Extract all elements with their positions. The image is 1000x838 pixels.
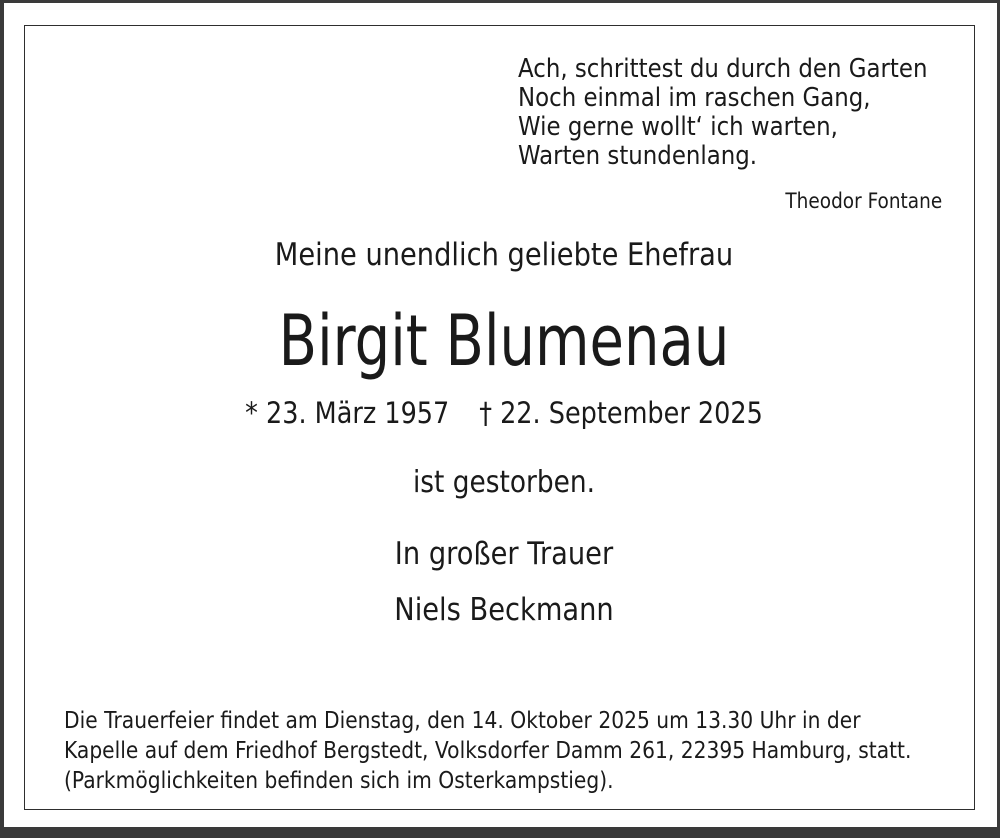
funeral-details-line: Die Trauerfeier findet am Dienstag, den 14. Oktober 2025 um 13.30 Uhr in der <box>64 708 861 734</box>
birth-date: * 23. März 1957 <box>245 396 450 430</box>
mourning-phrase: In großer Trauer <box>394 536 614 572</box>
mourner-name: Niels Beckmann <box>394 592 614 628</box>
death-statement: ist gestorben. <box>412 465 596 500</box>
poem-attribution: Theodor Fontane <box>785 189 942 213</box>
poem-line: Warten stundenlang. <box>518 141 758 171</box>
life-dates <box>64 396 944 431</box>
death-date: † 22. September 2025 <box>479 396 763 430</box>
deceased-name: Birgit Blumenau <box>278 300 730 382</box>
poem-line: Wie gerne wollt‘ ich warten, <box>518 112 838 142</box>
poem-line: Noch einmal im raschen Gang, <box>518 83 871 113</box>
intro-line: Meine unendlich geliebte Ehefrau <box>274 237 734 273</box>
funeral-details-line: Kapelle auf dem Friedhof Bergstedt, Volksdorfer Damm 261, 22395 Hamburg, statt. <box>64 738 912 764</box>
funeral-details <box>64 706 911 796</box>
memorial-poem <box>518 55 927 171</box>
funeral-details-line: (Parkmöglichkeiten befinden sich im Osterkampstieg). <box>64 768 614 794</box>
poem-line: Ach, schrittest du durch den Garten <box>518 54 928 84</box>
